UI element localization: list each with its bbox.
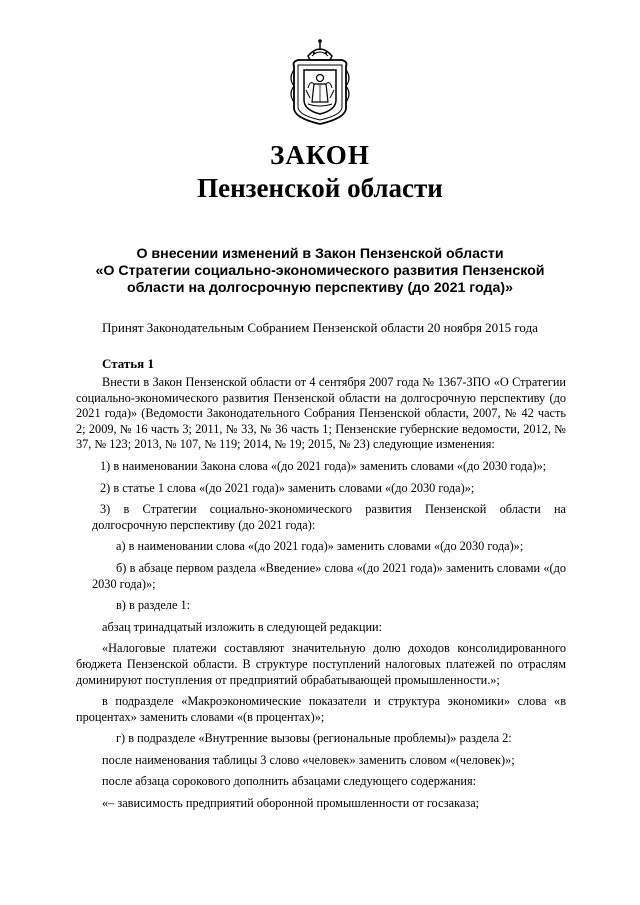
paragraph: после абзаца сорокового дополнить абзацами следующего содержания: bbox=[102, 774, 477, 789]
paragraph: в подразделе «Макроэкономические показатели и структура экономики» слова «в процентах» заменить словами «(в процентах)»; bbox=[76, 694, 566, 724]
paragraph: 1) в наименовании Закона слова «(до 2021 года)» заменить словами «(до 2030 года)»; bbox=[100, 458, 547, 473]
law-heading-line: области на долгосрочную перспективу (до 2021 года)» bbox=[126, 280, 514, 296]
paragraph: абзац тринадцатый изложить в следующей редакции: bbox=[102, 619, 383, 634]
paragraph: Внести в Закон Пензенской области от 4 сентября 2007 года № 1367-ЗПО «О Стратегии социально-экономического развития Пензенской области на долгосрочную перспективу (до 2021 года)» (Ведомости Законодательного Собрания Пензенской области, 2007, № 42 часть 2; 2009, № 16 часть 3; 2011, № 33, № 36 часть 1; Пензенские губернские ведомости, 2012, № 37, № 123; 2013, № 107, № 119; 2014, № 19; 2015, № 23) следующие изменения: bbox=[76, 375, 566, 452]
document-subtitle: Пензенской области bbox=[197, 173, 443, 203]
law-heading-line: «О Стратегии социально-экономического развития Пензенской bbox=[95, 263, 545, 279]
paragraph: в) в разделе 1: bbox=[116, 598, 191, 613]
paragraph: «Налоговые платежи составляют значительную долю доходов консолидированного бюджета Пензенской области. В структуре поступлений налоговых платежей по отраслям доминируют поступления от предприятий обрабатывающей промышленности.»; bbox=[76, 641, 566, 687]
paragraph: 2) в статье 1 слова «(до 2021 года)» заменить словами «(до 2030 года)»; bbox=[100, 480, 475, 495]
paragraph: «– зависимость предприятий оборонной промышленности от госзаказа; bbox=[102, 796, 480, 811]
paragraph: г) в подразделе «Внутренние вызовы (региональные проблемы)» раздела 2: bbox=[116, 731, 512, 746]
article-body bbox=[76, 375, 566, 812]
paragraph: б) в абзаце первом раздела «Введение» слова «(до 2021 года)» заменить словами «(до 2030 года)»; bbox=[92, 560, 566, 591]
document-title: ЗАКОН bbox=[270, 140, 370, 170]
law-heading-line: О внесении изменений в Закон Пензенской области bbox=[136, 246, 504, 262]
paragraph: после наименования таблицы 3 слово «человек» заменить словом «(человек)»; bbox=[102, 752, 515, 767]
law-heading bbox=[60, 246, 580, 297]
paragraph: 3) в Стратегии социально-экономического развития Пензенской области на долгосрочную перспективу (до 2021 года): bbox=[92, 502, 566, 532]
coat-of-arms-emblem bbox=[286, 38, 354, 126]
adoption-note: Принят Законодательным Собранием Пензенской области 20 ноября 2015 года bbox=[102, 320, 538, 335]
paragraph: а) в наименовании слова «(до 2021 года)» заменить словами «(до 2030 года)»; bbox=[116, 539, 524, 554]
article-heading: Статья 1 bbox=[102, 356, 154, 371]
